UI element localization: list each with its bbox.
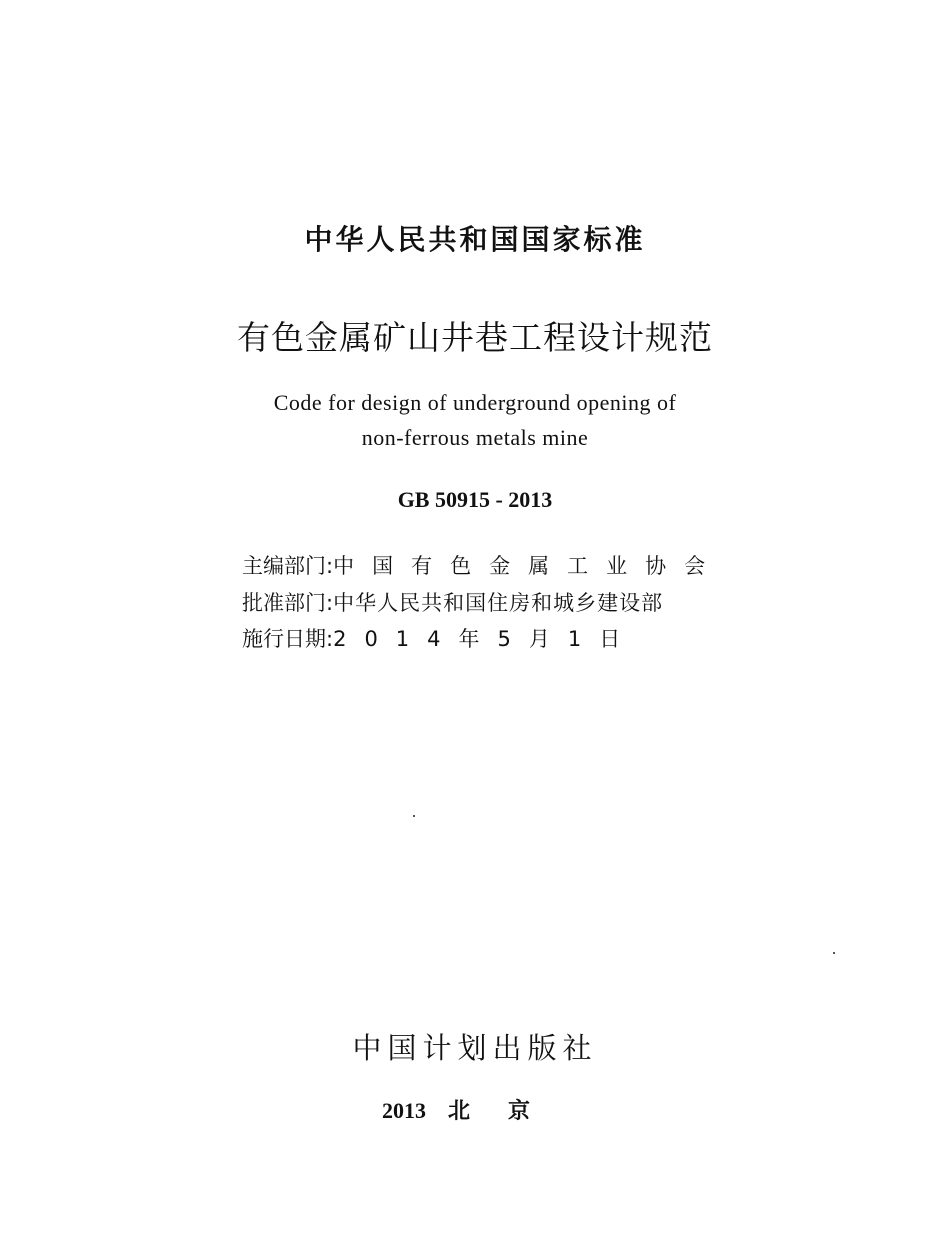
document-title-english-line2: non-ferrous metals mine — [361, 425, 589, 450]
publisher-name: 中国计划出版社 — [352, 1031, 598, 1065]
approver-row — [242, 587, 712, 617]
chief-editor-value: 中国有色金属工业协会 — [333, 554, 724, 578]
chief-editor-row — [242, 550, 724, 580]
effective-date-row — [242, 623, 712, 653]
publication-line — [0, 1094, 950, 1125]
approver-value: 中华人民共和国住房和城乡建设部 — [333, 591, 664, 615]
scan-speck — [413, 815, 415, 817]
standard-code: GB 50915 - 2013 — [397, 487, 553, 512]
document-title-english-line1: Code for design of underground opening of — [273, 390, 677, 415]
national-standard-heading: 中华人民共和国国家标准 — [304, 223, 646, 256]
chief-editor-label: 主编部门: — [242, 554, 334, 578]
publication-year: 2013 — [381, 1098, 426, 1123]
document-title-chinese: 有色金属矿山井巷工程设计规范 — [237, 318, 713, 357]
effective-date-value: 2014年5月1日 — [333, 627, 639, 651]
effective-date-label: 施行日期: — [242, 627, 334, 651]
approver-label: 批准部门: — [242, 591, 334, 615]
scan-speck — [833, 952, 835, 954]
publication-city: 北京 — [447, 1099, 568, 1124]
